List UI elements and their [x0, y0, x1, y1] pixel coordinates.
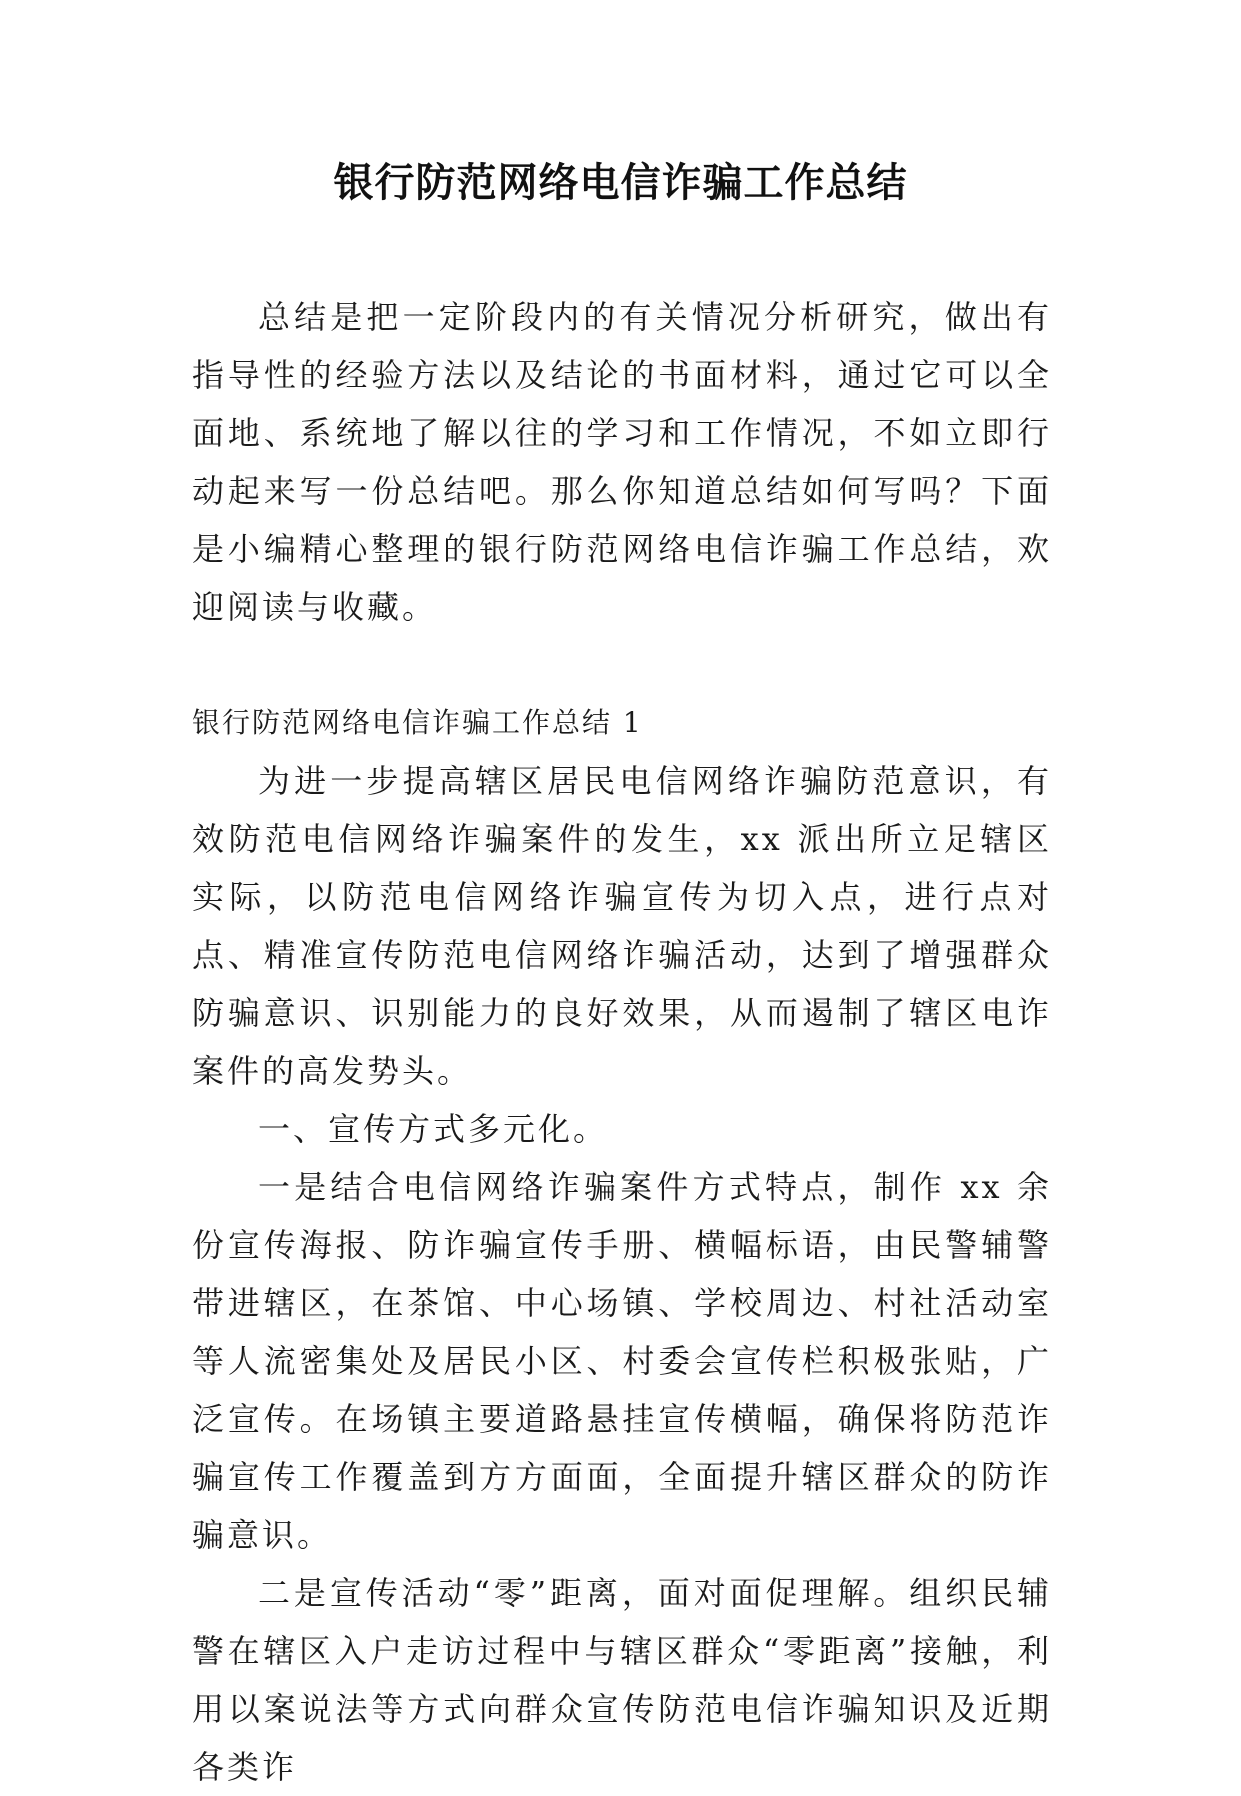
body-paragraph: 二是宣传活动“零”距离，面对面促理解。组织民辅警在辖区入户走访过程中与辖区群众“零距离”接触，利用以案说法等方式向群众宣传防范电信诈骗知识及近期各类诈	[192, 1574, 1052, 1786]
section-heading: 银行防范网络电信诈骗工作总结 1	[192, 706, 643, 739]
body-paragraph: 一是结合电信网络诈骗案件方式特点，制作 xx 余份宣传海报、防诈骗宣传手册、横幅标语，由民警辅警带进辖区，在茶馆、中心场镇、学校周边、村社活动室等人流密集处及居民小区、村委会宣传栏积极张贴，广泛宣传。在场镇主要道路悬挂宣传横幅，确保将防范诈骗宣传工作覆盖到方方面面，全面提升辖区群众的防诈骗意识。	[192, 1168, 1052, 1554]
body-paragraph: 为进一步提高辖区居民电信网络诈骗防范意识，有效防范电信网络诈骗案件的发生，xx 派出所立足辖区实际，以防范电信网络诈骗宣传为切入点，进行点对点、精准宣传防范电信网络诈骗活动，达到了增强群众防骗意识、识别能力的良好效果，从而遏制了辖区电诈案件的高发势头。	[192, 762, 1052, 1090]
intro-paragraph: 总结是把一定阶段内的有关情况分析研究，做出有指导性的经验方法以及结论的书面材料，通过它可以全面地、系统地了解以往的学习和工作情况，不如立即行动起来写一份总结吧。那么你知道总结如何写吗？下面是小编精心整理的银行防范网络电信诈骗工作总结，欢迎阅读与收藏。	[192, 298, 1052, 626]
document-title: 银行防范网络电信诈骗工作总结	[333, 160, 908, 206]
subsection-heading: 一、宣传方式多元化。	[258, 1110, 609, 1148]
document-body	[192, 288, 1052, 1796]
